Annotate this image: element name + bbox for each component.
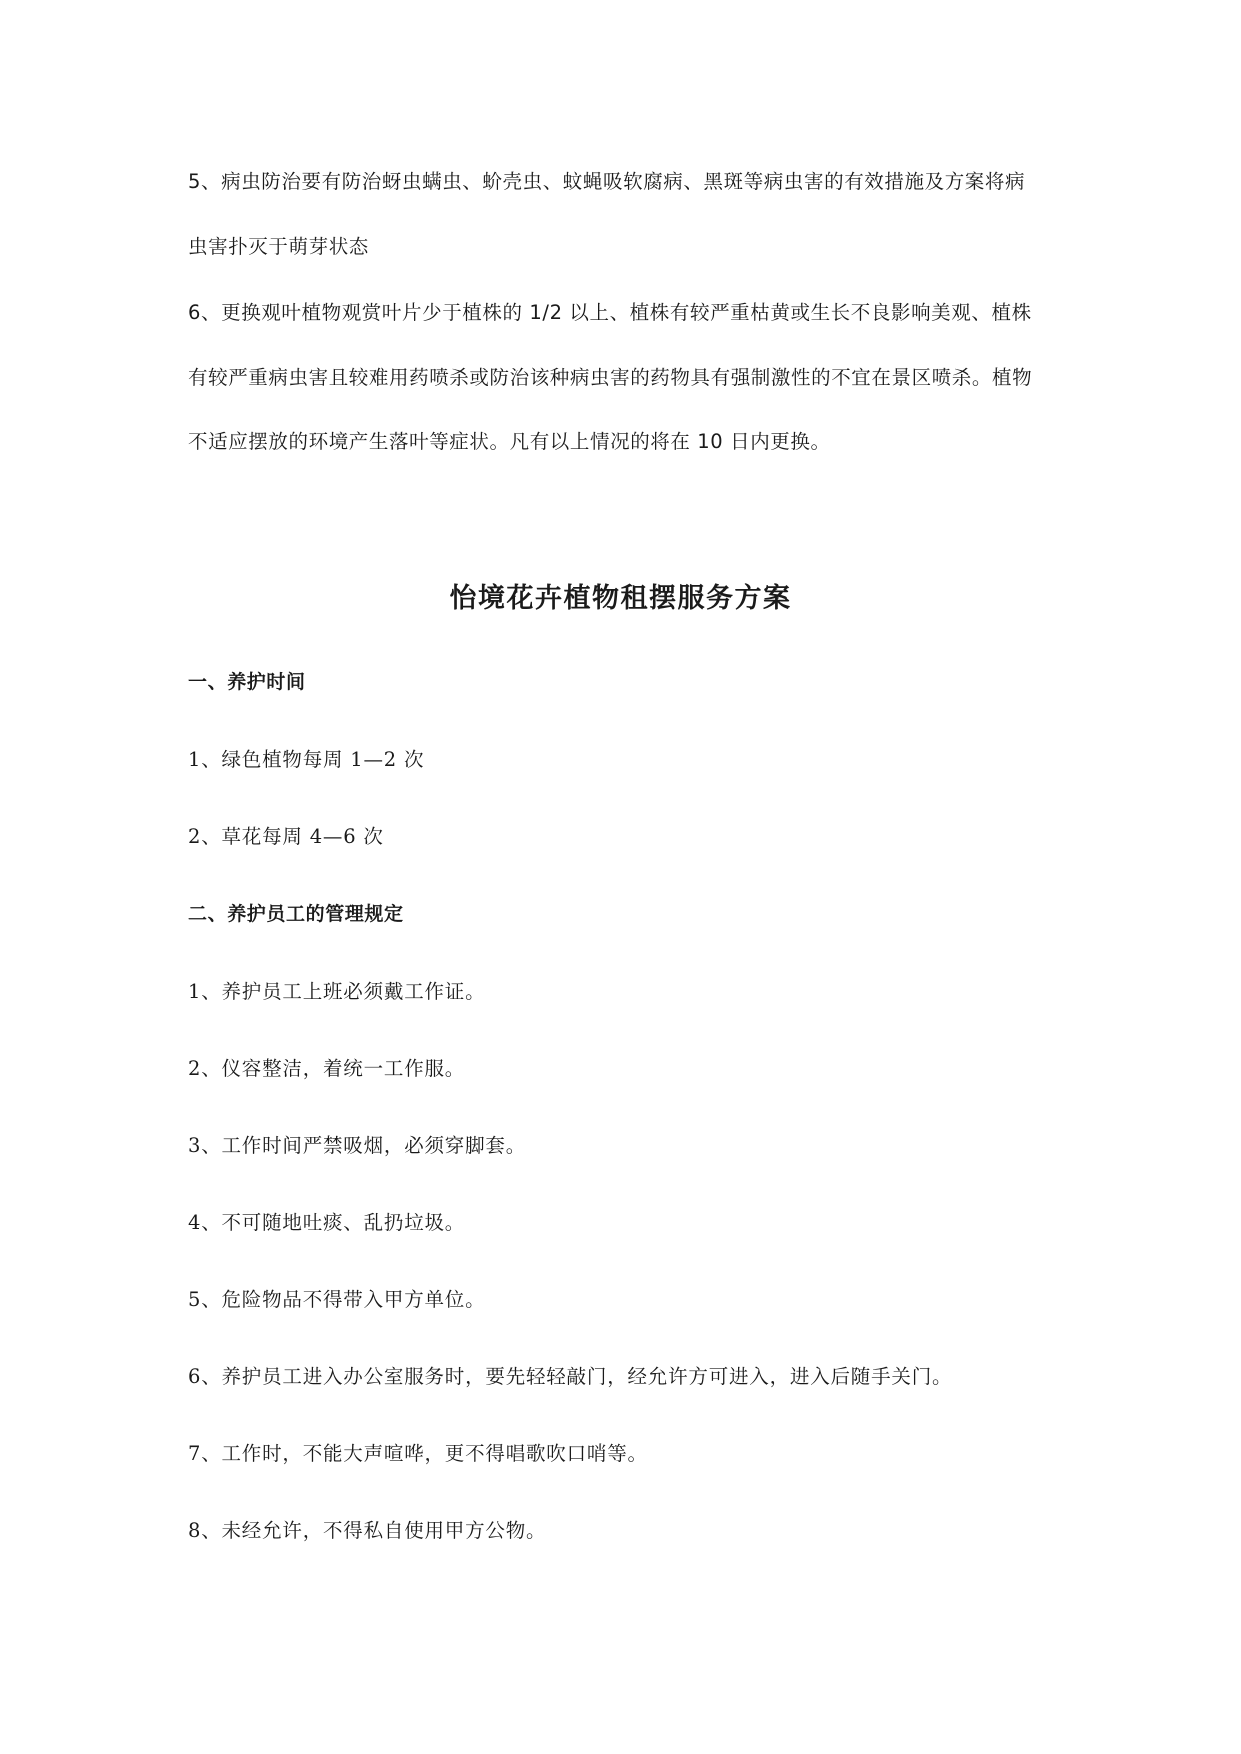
item6-text-line-2: 有较严重病虫害且较难用药喷杀或防治该种病虫害的药物具有强制激性的不宜在景区喷杀。植物 bbox=[188, 366, 1033, 389]
section2-item-2: 2、仪容整洁，着统一工作服。 bbox=[188, 1057, 466, 1080]
item5-text-line-1: 5、病虫防治要有防治蚜虫螨虫、蚧壳虫、蚊蝇吸软腐病、黑斑等病虫害的有效措施及方案将病 bbox=[188, 170, 1026, 193]
document-title: 怡境花卉植物租摆服务方案 bbox=[449, 583, 792, 614]
item6-text-line-1: 6、更换观叶植物观赏叶片少于植株的 1/2 以上、植株有较严重枯黄或生长不良影响美观、植株 bbox=[188, 301, 1032, 324]
section2-item-5: 5、危险物品不得带入甲方单位。 bbox=[188, 1288, 486, 1311]
section2-item-8: 8、未经允许，不得私自使用甲方公物。 bbox=[188, 1519, 547, 1542]
section2-item-3: 3、工作时间严禁吸烟，必须穿脚套。 bbox=[188, 1134, 527, 1157]
section2-item-1: 1、养护员工上班必须戴工作证。 bbox=[188, 980, 486, 1003]
section2-heading: 二、养护员工的管理规定 bbox=[188, 903, 404, 925]
item5-text-line-2: 虫害扑灭于萌芽状态 bbox=[188, 235, 369, 258]
item6-text-line-3: 不适应摆放的环境产生落叶等症状。凡有以上情况的将在 10 日内更换。 bbox=[188, 430, 831, 453]
section1-heading: 一、养护时间 bbox=[188, 671, 306, 693]
section2-item-6: 6、养护员工进入办公室服务时，要先轻轻敲门，经允许方可进入，进入后随手关门。 bbox=[188, 1365, 953, 1388]
section1-item-1: 1、绿色植物每周 1—2 次 bbox=[188, 748, 425, 771]
section1-item-2: 2、草花每周 4—6 次 bbox=[188, 825, 384, 848]
section2-item-7: 7、工作时，不能大声喧哗，更不得唱歌吹口哨等。 bbox=[188, 1442, 648, 1465]
section2-item-4: 4、不可随地吐痰、乱扔垃圾。 bbox=[188, 1211, 466, 1234]
